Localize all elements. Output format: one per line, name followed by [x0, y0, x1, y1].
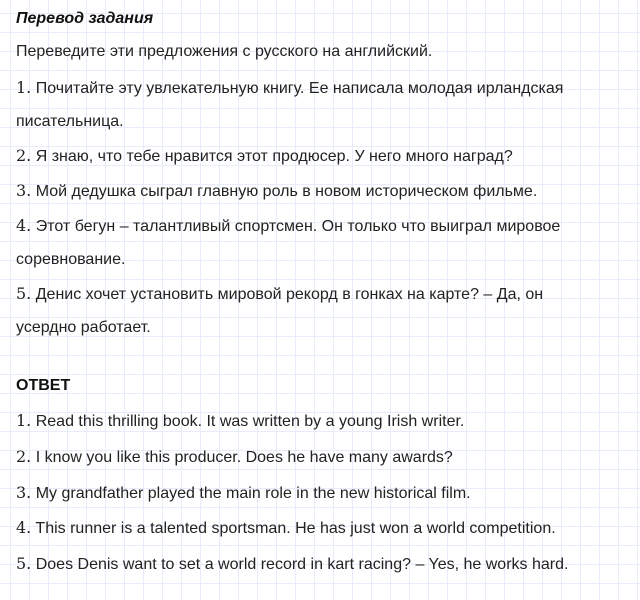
item-number: 5.	[16, 284, 32, 303]
item-number: 4.	[16, 216, 32, 235]
task-item-3	[16, 181, 537, 202]
task-item-1-line-1	[16, 78, 563, 99]
task-title: Перевод задания	[16, 10, 154, 27]
item-number: 1.	[16, 78, 32, 97]
item-number: 1.	[16, 411, 32, 430]
task-item-5-line-1	[16, 284, 543, 305]
item-text: Does Denis want to set a world record in kart racing? – Yes, he works hard.	[35, 556, 569, 573]
item-text: Мой дедушка сыграл главную роль в новом историческом фильме.	[35, 183, 538, 200]
item-number: 3.	[16, 181, 32, 200]
answer-title: ОТВЕТ	[16, 377, 71, 394]
task-item-1-line-2: писательница.	[16, 113, 124, 130]
item-text: This runner is a talented sportsman. He has just won a world competition.	[35, 520, 556, 537]
task-item-4-line-1	[16, 216, 560, 237]
task-item-5-line-2: усердно работает.	[16, 319, 151, 336]
answer-item-2	[16, 447, 453, 468]
item-number: 5.	[16, 554, 32, 573]
answer-item-3	[16, 483, 471, 504]
answer-item-5	[16, 554, 568, 575]
item-number: 2.	[16, 146, 32, 165]
item-text: Read this thrilling book. It was written by a young Irish writer.	[35, 413, 465, 430]
answer-item-1	[16, 411, 464, 432]
item-text: I know you like this producer. Does he have many awards?	[35, 449, 453, 466]
item-text: My grandfather played the main role in the new historical film.	[35, 485, 471, 502]
item-text: Я знаю, что тебе нравится этот продюсер. У него много наград?	[35, 148, 513, 165]
task-instruction: Переведите эти предложения с русского на английский.	[16, 43, 433, 60]
item-number: 4.	[16, 518, 32, 537]
task-item-2	[16, 146, 513, 167]
item-number: 2.	[16, 447, 32, 466]
answer-item-4	[16, 518, 556, 539]
item-text: Почитайте эту увлекательную книгу. Ее написала молодая ирландская	[35, 80, 564, 97]
item-text: Денис хочет установить мировой рекорд в гонках на карте? – Да, он	[35, 286, 544, 303]
item-text: Этот бегун – талантливый спортсмен. Он только что выиграл мировое	[35, 218, 561, 235]
task-item-4-line-2: соревнование.	[16, 251, 126, 268]
item-number: 3.	[16, 483, 32, 502]
